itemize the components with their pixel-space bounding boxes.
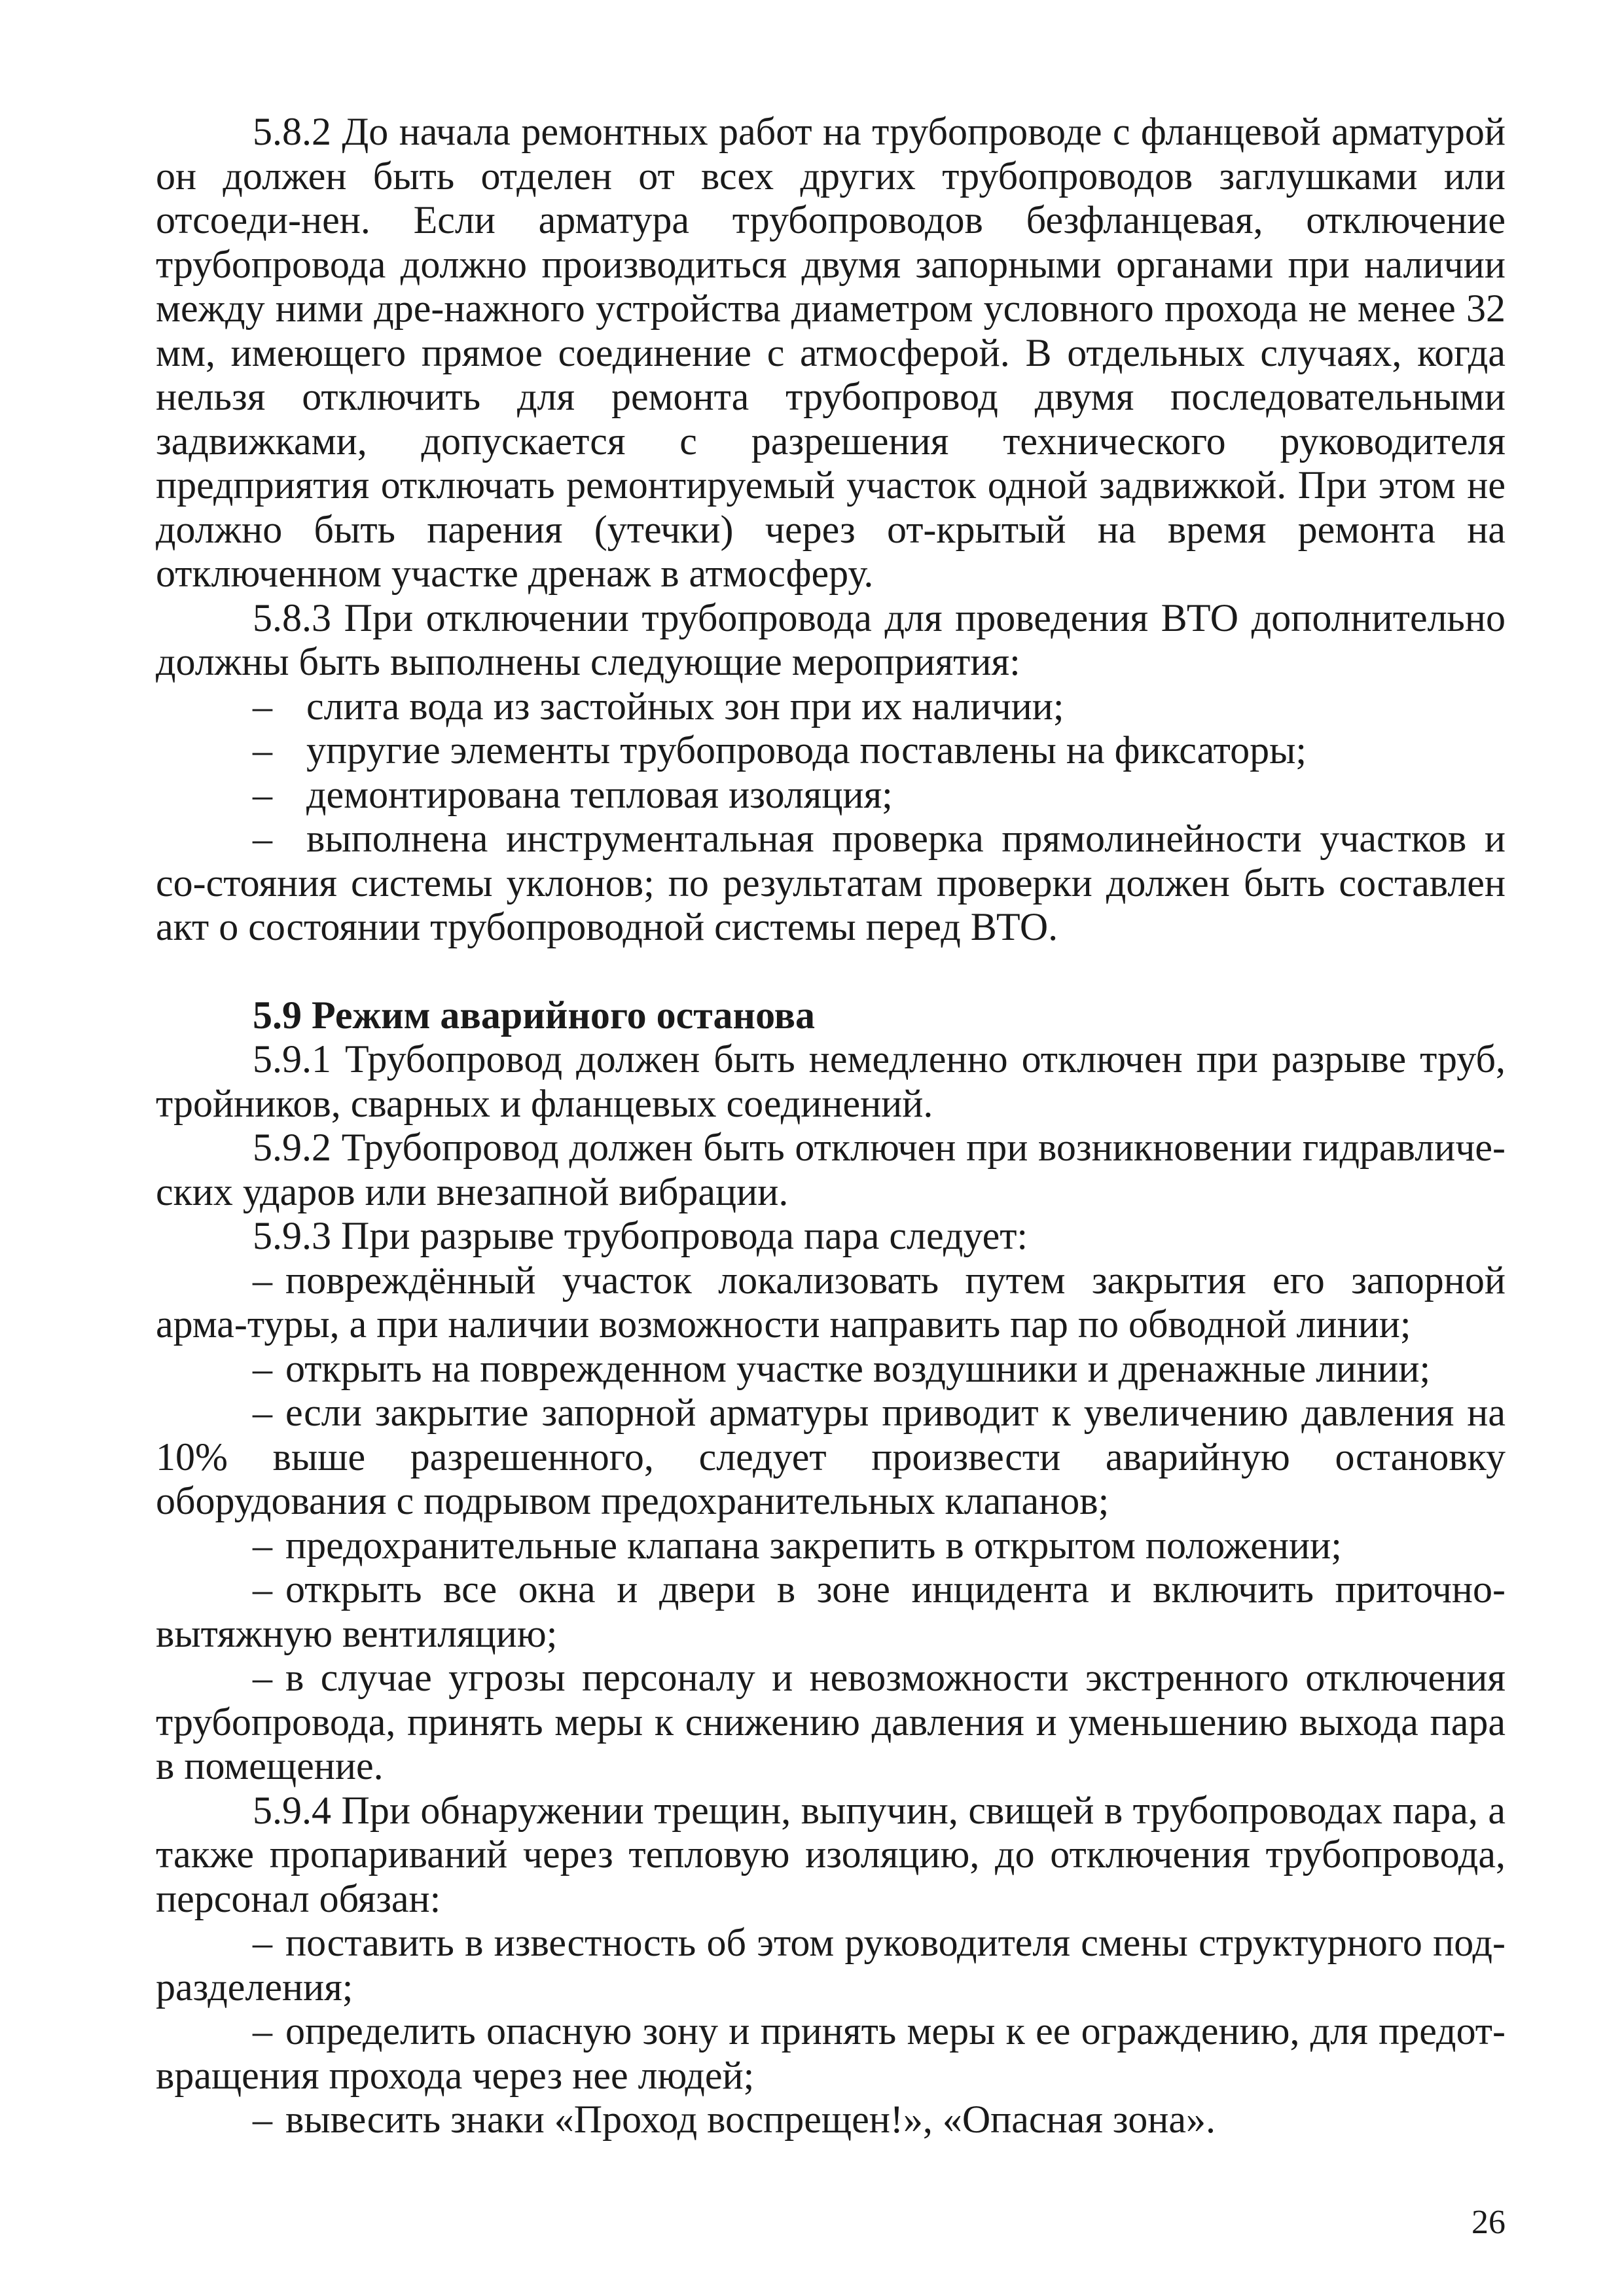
dash-marker: – [253,817,272,860]
dash-marker: – [253,1921,272,1964]
paragraph-5-8-3: 5.8.3 При отключении трубопровода для проведения ВТО дополнительно должны быть выполнены следующие мероприятия: [156,596,1506,683]
dash-marker: – [253,1656,272,1699]
list-item-text: выполнена инструментальная проверка прямолинейности участков и со-стояния системы уклонов; по результатам проверки должен быть составлен акт о состоянии трубопроводной системы перед ВТО. [156,817,1506,948]
list-item [156,728,1506,773]
list-item [156,2009,1506,2098]
dash-marker: – [253,1568,272,1611]
list-item [156,685,1506,729]
list-item-text: повреждённый участок локализовать путем закрытия его запорной арма-туры, а при наличии возможности направить пар по обводной линии; [156,1258,1506,1346]
section-heading-5-9: 5.9 Режим аварийного останова [253,993,815,1037]
document-page [156,110,1506,2142]
dash-marker: – [253,1523,272,1567]
list-item-text: в случае угрозы персоналу и невозможности экстренного отключения трубопровода, принять меры к снижению давления и уменьшению выхода пара в помещение. [156,1656,1506,1787]
list-item-text: открыть на поврежденном участке воздушники и дренажные линии; [285,1346,1431,1390]
list-item-text: вывесить знаки «Проход воспрещен!», «Опасная зона». [285,2098,1216,2141]
dash-marker: – [253,772,272,816]
paragraph-5-9-3: 5.9.3 При разрыве трубопровода пара следует: [253,1214,1028,1257]
list-item [156,1347,1506,1391]
paragraph-5-9-4: 5.9.4 При обнаружении трещин, выпучин, свищей в трубопроводах пара, а также пропариваний через тепловую изоляцию, до отключения трубопровода, персонал обязан: [156,1788,1506,1920]
list-item-text: открыть все окна и двери в зоне инцидента и включить приточно-вытяжную вентиляцию; [156,1568,1506,1655]
list-item [156,1391,1506,1524]
list-item [156,1524,1506,1568]
list-item-text: слита вода из застойных зон при их наличии; [306,684,1064,728]
list-item [156,1921,1506,2009]
list-item-text: упругие элементы трубопровода поставлены на фиксаторы; [306,728,1307,772]
list-item [156,817,1506,950]
list-item-text: определить опасную зону и принять меры к ее ограждению, для предот-вращения прохода через нее людей; [156,2009,1506,2097]
dash-marker: – [253,1346,272,1390]
list-item-text: предохранительные клапана закрепить в открытом положении; [285,1523,1342,1567]
paragraph-5-8-2: 5.8.2 До начала ремонтных работ на трубопроводе с фланцевой арматурой он должен быть отделен от всех других трубопроводов заглушками или отсоеди-нен. Если арматура трубопроводов безфланцевая, отключение трубопровода должно производиться двумя запорными органами при наличии между ними дре-нажного устройства диаметром условного прохода не менее 32 мм, имеющего прямое соединение с атмосферой. В отдельных случаях, когда нельзя отключить для ремонта трубопровод двумя последовательными задвижками, допускается с разрешения технического руководителя предприятия отключать ремонтируемый участок одной задвижкой. При этом не должно быть парения (утечки) через от-крытый на время ремонта на отключенном участке дренаж в атмосферу. [156,110,1506,595]
list-item [156,773,1506,817]
list-item-text: поставить в известность об этом руководителя смены структурного под-разделения; [156,1921,1506,2009]
dash-marker: – [253,728,272,772]
dash-marker: – [253,2009,272,2053]
list-item-text: демонтирована тепловая изоляция; [306,772,893,816]
dash-marker: – [253,684,272,728]
dash-marker: – [253,2098,272,2141]
list-item-text: если закрытие запорной арматуры приводит к увеличению давления на 10% выше разрешенного, следует произвести аварийную остановку оборудования с подрывом предохранительных клапанов; [156,1391,1506,1522]
list-item [156,1656,1506,1789]
paragraph-5-9-2: 5.9.2 Трубопровод должен быть отключен при возникновении гидравличе-ских ударов или внезапной вибрации. [156,1126,1506,1213]
page-number: 26 [1471,2204,1506,2241]
dash-marker: – [253,1258,272,1302]
paragraph-5-9-1: 5.9.1 Трубопровод должен быть немедленно отключен при разрыве труб, тройников, сварных и фланцевых соединений. [156,1037,1506,1125]
list-item [156,1568,1506,1656]
list-item [156,2098,1506,2142]
list-item [156,1259,1506,1347]
dash-marker: – [253,1391,272,1434]
